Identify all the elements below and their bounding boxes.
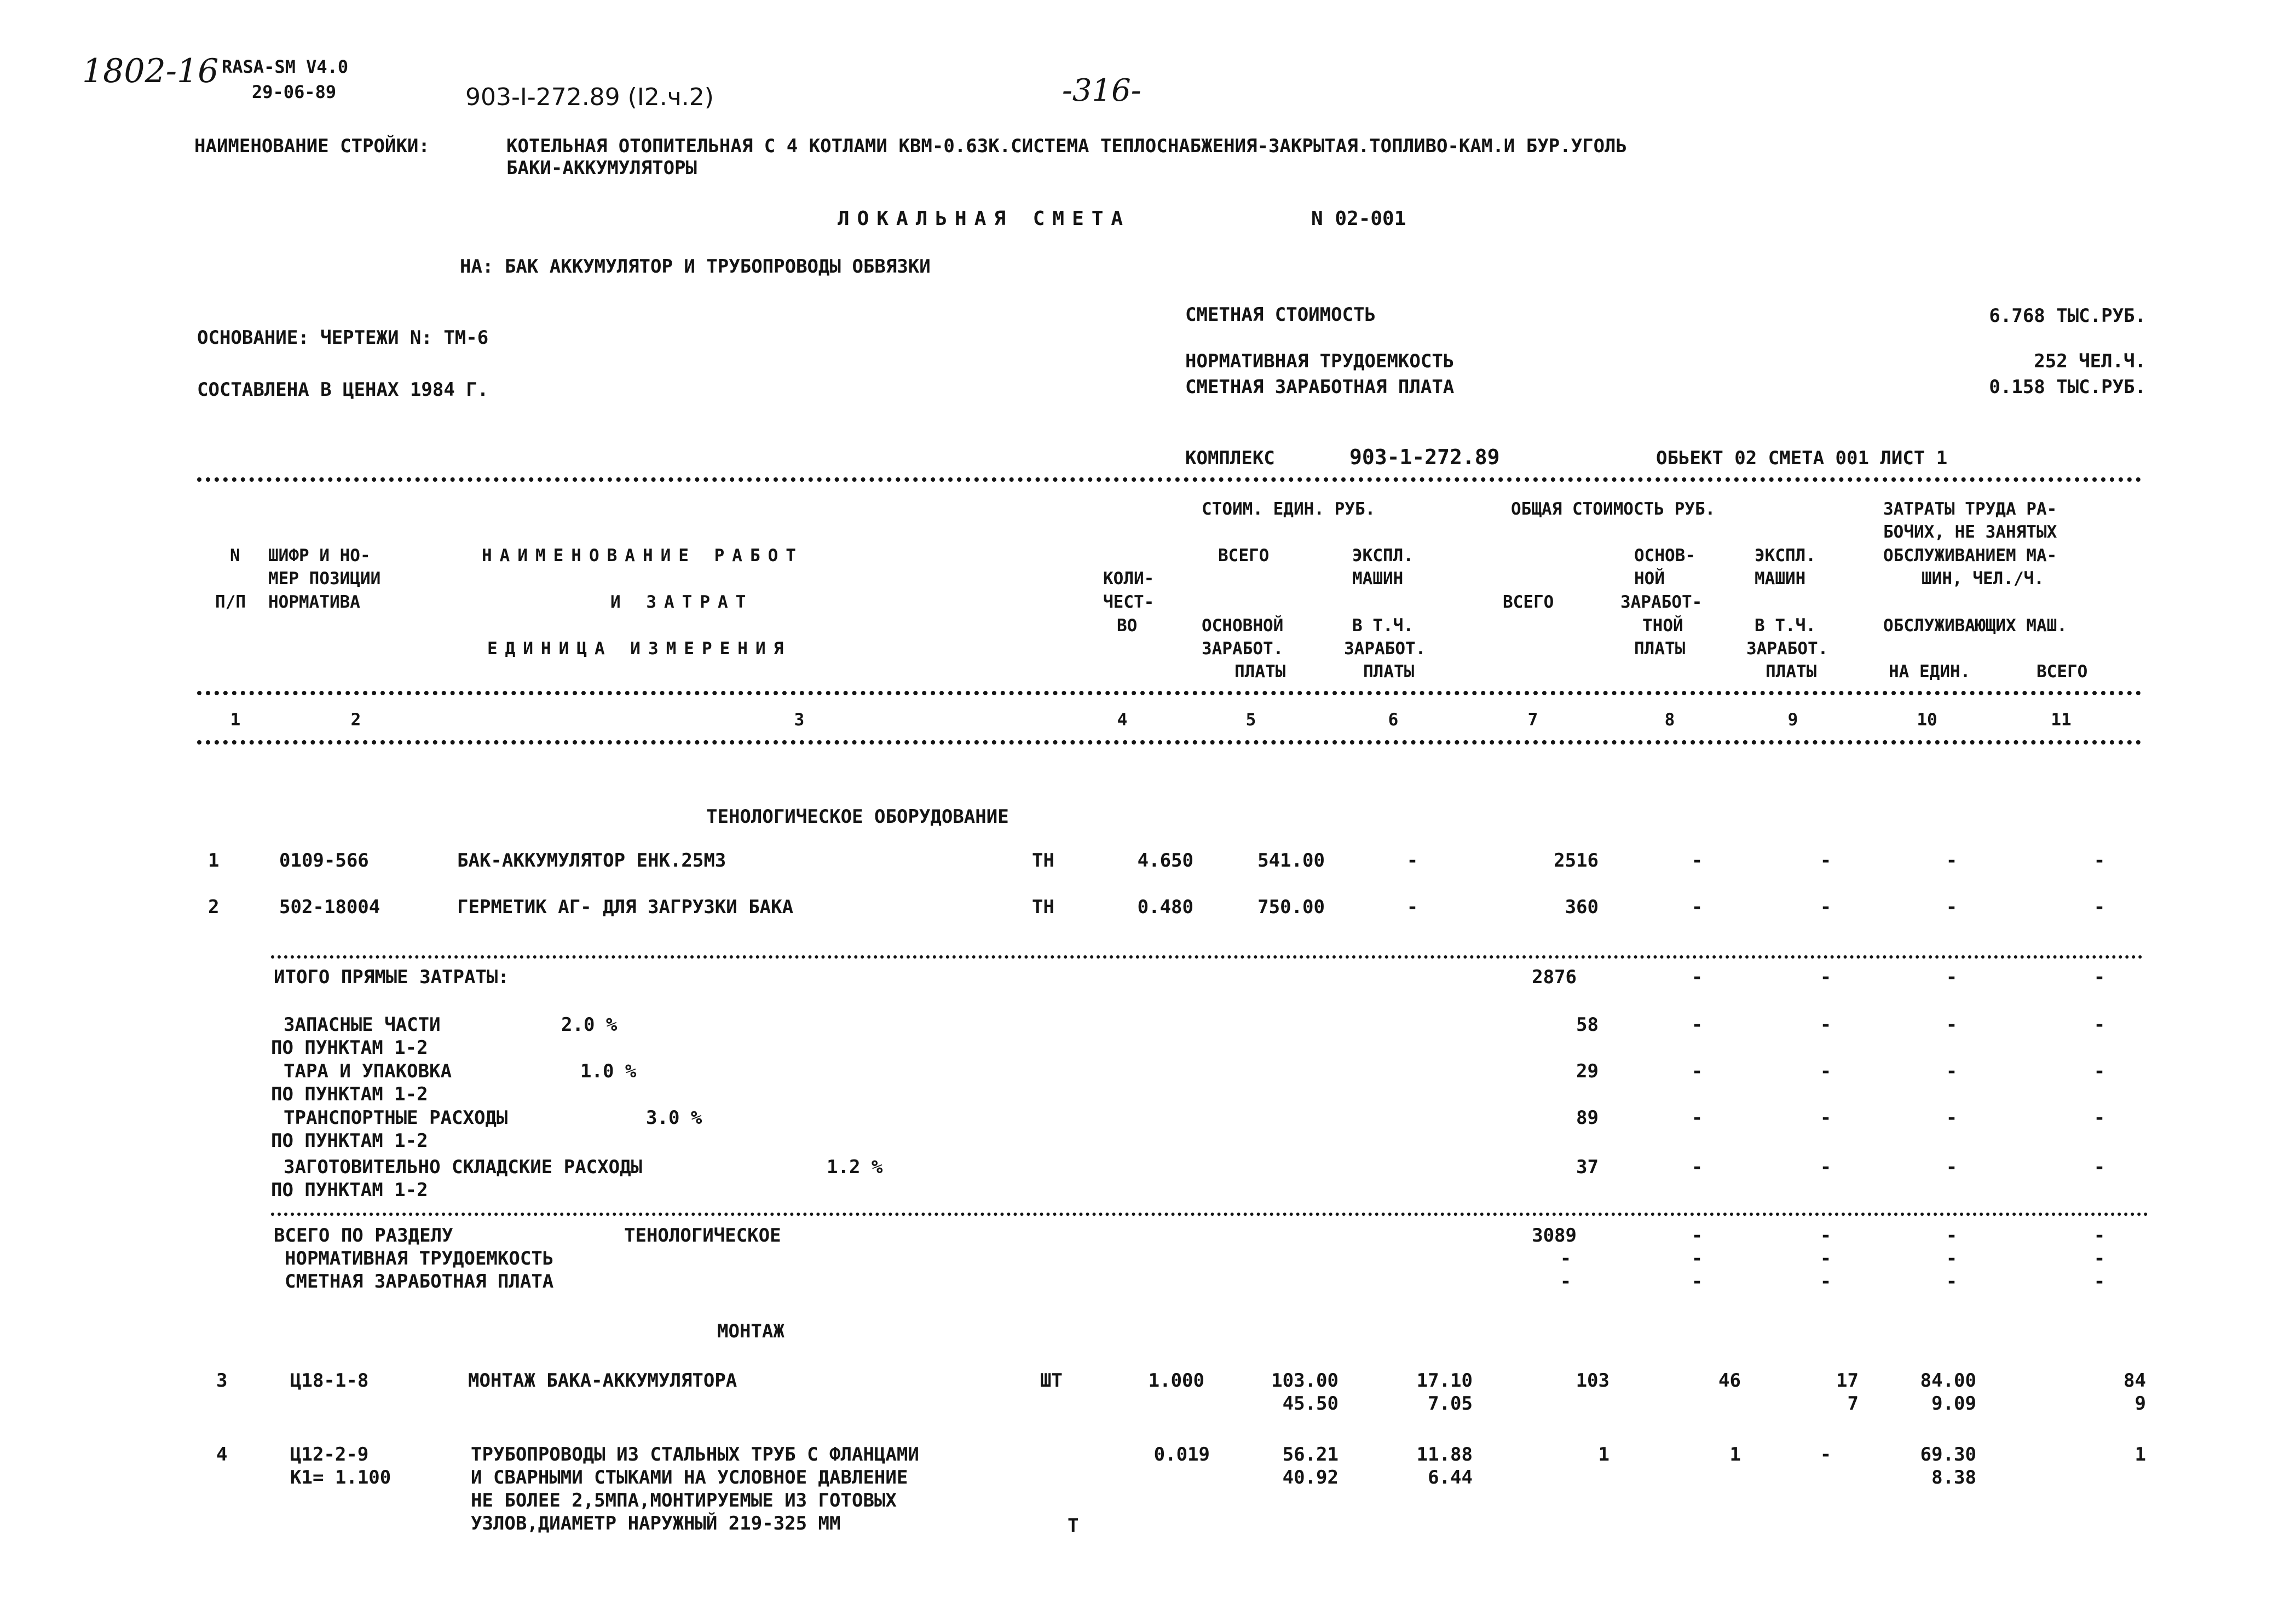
- overhead-col9: -: [1820, 1107, 1832, 1129]
- overhead-col8: -: [1691, 1060, 1703, 1082]
- overhead-col10: -: [1946, 1107, 1958, 1129]
- col-n-label-2: П/П: [215, 592, 246, 612]
- overhead-value: 29: [1576, 1060, 1599, 1082]
- row-unit: ТН: [1032, 850, 1054, 872]
- row-total-machines: -: [1820, 896, 1832, 918]
- project-code: 903-I-272.89 (I2.ч.2): [465, 83, 714, 111]
- col-qty-label-1: КОЛИ-: [1103, 569, 1155, 588]
- direct-costs-total: 2876: [1532, 966, 1577, 988]
- overhead-basis: ПО ПУНКТАМ 1-2: [271, 1179, 428, 1201]
- row-total-wage: 1: [1729, 1444, 1741, 1465]
- row-unit-machines: 17.10: [1416, 1370, 1473, 1392]
- estimate-title: ЛОКАЛЬНАЯ СМЕТА: [838, 207, 1131, 230]
- row-qty: 0.480: [1137, 896, 1193, 918]
- row-unit-price: 541.00: [1257, 850, 1325, 872]
- row-unit-price: 56.21: [1282, 1444, 1339, 1465]
- total-cost-group-label: ОБЩАЯ СТОИМОСТЬ РУБ.: [1511, 499, 1716, 519]
- row-unit: Т: [1068, 1515, 1079, 1537]
- col-number: 6: [1388, 710, 1399, 730]
- unit-wage-label-2: ЗАРАБОТ.: [1202, 639, 1284, 659]
- section-total-dash: -: [1691, 1248, 1703, 1270]
- row-total-wage: -: [1691, 850, 1703, 872]
- construction-name-line1: КОТЕЛЬНАЯ ОТОПИТЕЛЬНАЯ С 4 КОТЛАМИ КВМ-0.63К.СИСТЕМА ТЕПЛОСНАБЖЕНИЯ-ЗАКРЫТАЯ.ТОПЛИВО-КАМ.И БУР.УГОЛЬ: [506, 135, 1627, 157]
- row-name-line4: УЗЛОВ,ДИАМЕТР НАРУЖНЫЙ 219-325 ММ: [471, 1513, 841, 1534]
- col-number: 3: [794, 710, 805, 730]
- unit-incl-label-1: В Т.Ч.: [1352, 616, 1414, 636]
- overhead-label: ЗАПАСНЫЕ ЧАСТИ: [284, 1014, 441, 1036]
- section-title: МОНТАЖ: [717, 1320, 784, 1342]
- row-total-wage: 46: [1718, 1370, 1741, 1392]
- overhead-value: 37: [1576, 1156, 1599, 1178]
- total-wage-label-4: ТНОЙ: [1642, 616, 1683, 636]
- row-labor-unit: 84.00: [1920, 1370, 1976, 1392]
- direct-col11: -: [2093, 966, 2105, 988]
- overhead-col11: -: [2093, 1060, 2105, 1082]
- row-number: 2: [208, 896, 220, 918]
- section-total-dash: -: [1820, 1248, 1832, 1270]
- row-unit: ШТ: [1040, 1370, 1063, 1392]
- basis-drawings: ОСНОВАНИЕ: ЧЕРТЕЖИ N: ТМ-6: [197, 327, 489, 349]
- construction-name-line2: БАКИ-АККУМУЛЯТОРЫ: [506, 157, 697, 179]
- overhead-col11: -: [2093, 1014, 2105, 1036]
- row-total: 103: [1576, 1370, 1609, 1392]
- total-mach-label-1: ЭКСПЛ.: [1755, 546, 1816, 566]
- direct-costs-label: ИТОГО ПРЯМЫЕ ЗАТРАТЫ:: [274, 966, 509, 988]
- row-unit-machines: 11.88: [1416, 1444, 1473, 1465]
- section-total-label: ВСЕГО ПО РАЗДЕЛУ: [274, 1225, 453, 1247]
- estimate-subject: НА: БАК АККУМУЛЯТОР И ТРУБОПРОВОДЫ ОБВЯЗКИ: [460, 256, 931, 278]
- col-code-label-1: ШИФР И НО-: [268, 546, 371, 566]
- section-total-rule: [271, 1213, 2149, 1216]
- row-labor-unit: 69.30: [1920, 1444, 1976, 1465]
- overhead-col10: -: [1946, 1060, 1958, 1082]
- unit-machines-label-2: МАШИН: [1352, 569, 1404, 588]
- header-rule-middle: [197, 691, 2142, 695]
- labor-unit-label: НА ЕДИН.: [1889, 662, 1971, 682]
- section-total-value: 3089: [1532, 1225, 1577, 1247]
- summary-cost-label: СМЕТНАЯ СТОИМОСТЬ: [1185, 304, 1376, 326]
- overhead-basis: ПО ПУНКТАМ 1-2: [271, 1130, 428, 1152]
- overhead-col9: -: [1820, 1060, 1832, 1082]
- row-name: БАК-АККУМУЛЯТОР ЕНК.25М3: [457, 850, 726, 872]
- row-unit-machines-wage: 7.05: [1428, 1393, 1473, 1415]
- program-version: RASA-SM V4.0: [222, 56, 349, 77]
- labor-label-5: ОБСЛУЖИВАЮЩИХ МАШ.: [1883, 616, 2067, 636]
- col-number: 1: [230, 710, 241, 730]
- row-qty: 4.650: [1137, 850, 1193, 872]
- section-title: ТЕНОЛОГИЧЕСКОЕ ОБОРУДОВАНИЕ: [706, 806, 1009, 828]
- total-mach-label-3: В Т.Ч.: [1755, 616, 1816, 636]
- section-total-dash: -: [1946, 1271, 1958, 1293]
- row-unit-price-wage: 45.50: [1282, 1393, 1339, 1415]
- row-total: 360: [1565, 896, 1599, 918]
- col-number: 5: [1245, 710, 1256, 730]
- row-labor-total: -: [2093, 896, 2105, 918]
- section-total-dash: -: [2093, 1225, 2105, 1247]
- col-number: 4: [1117, 710, 1128, 730]
- row-unit-price: 103.00: [1271, 1370, 1339, 1392]
- complex-value: 903-1-272.89: [1349, 445, 1500, 469]
- col-code-label-2: МЕР ПОЗИЦИИ: [268, 569, 381, 588]
- row-total: 1: [1598, 1444, 1609, 1465]
- row-number: 4: [216, 1444, 228, 1465]
- row-code: Ц12-2-9: [290, 1444, 369, 1465]
- total-wage-label-2: НОЙ: [1634, 569, 1665, 588]
- row-unit-price-wage: 40.92: [1282, 1467, 1339, 1488]
- overhead-col8: -: [1691, 1156, 1703, 1178]
- total-all-label: ВСЕГО: [1503, 592, 1554, 612]
- col-name-label-2: И ЗАТРАТ: [610, 592, 754, 612]
- row-total-machines: 17: [1836, 1370, 1859, 1392]
- row-labor-unit: -: [1946, 896, 1958, 918]
- row-total-wage: -: [1691, 896, 1703, 918]
- overhead-label: ЗАГОТОВИТЕЛЬНО СКЛАДСКИЕ РАСХОДЫ: [284, 1156, 643, 1178]
- section-total-dash: -: [1820, 1225, 1832, 1247]
- row-coefficient: К1= 1.100: [290, 1467, 391, 1488]
- overhead-label: ТРАНСПОРТНЫЕ РАСХОДЫ: [284, 1107, 508, 1129]
- col-name-label-1: НАИМЕНОВАНИЕ РАБОТ: [482, 546, 804, 566]
- unit-incl-label-2: ЗАРАБОТ.: [1344, 639, 1426, 659]
- overhead-percent: 1.2 %: [827, 1156, 883, 1178]
- col-number: 8: [1664, 710, 1675, 730]
- total-wage-label-5: ПЛАТЫ: [1634, 639, 1686, 659]
- overhead-col9: -: [1820, 1014, 1832, 1036]
- section-labor-label: НОРМАТИВНАЯ ТРУДОЕМКОСТЬ: [285, 1248, 554, 1270]
- row-total-machines: -: [1820, 1444, 1832, 1465]
- program-date: 29-06-89: [252, 82, 337, 102]
- total-wage-label-3: ЗАРАБОТ-: [1620, 592, 1703, 612]
- row-total-machines: -: [1820, 850, 1832, 872]
- section-total-dash: -: [1946, 1248, 1958, 1270]
- object-sheet-line: ОБЬЕКТ 02 СМЕТА 001 ЛИСТ 1: [1656, 447, 1948, 469]
- handwritten-archive-number: 1802-16: [82, 52, 219, 90]
- col-name-label-3: ЕДИНИЦА ИЗМЕРЕНИЯ: [487, 639, 792, 659]
- row-labor-total-2: 9: [2135, 1393, 2146, 1415]
- row-unit-price: 750.00: [1257, 896, 1325, 918]
- col-number: 2: [350, 710, 361, 730]
- section-total-dash: -: [1691, 1271, 1703, 1293]
- row-number: 3: [216, 1370, 228, 1392]
- col-number: 9: [1787, 710, 1798, 730]
- overhead-basis: ПО ПУНКТАМ 1-2: [271, 1037, 428, 1059]
- section-total-dash: -: [1560, 1271, 1572, 1293]
- overhead-percent: 3.0 %: [646, 1107, 702, 1129]
- summary-cost-value: 6.768 ТЫС.РУБ.: [1989, 305, 2146, 327]
- overhead-col8: -: [1691, 1014, 1703, 1036]
- col-code-label-3: НОРМАТИВА: [268, 592, 360, 612]
- col-qty-label-2: ЧЕСТ-: [1103, 592, 1155, 612]
- row-number: 1: [208, 850, 220, 872]
- subtotal-rule: [271, 955, 2143, 959]
- overhead-basis: ПО ПУНКТАМ 1-2: [271, 1083, 428, 1105]
- row-code: 502-18004: [279, 896, 380, 918]
- row-unit-machines-wage: 6.44: [1428, 1467, 1473, 1488]
- unit-incl-label-3: ПЛАТЫ: [1363, 662, 1415, 682]
- header-rule-bottom: [197, 740, 2142, 745]
- section-total-dash: -: [1560, 1248, 1572, 1270]
- unit-wage-label-1: ОСНОВНОЙ: [1202, 616, 1284, 636]
- overhead-percent: 1.0 %: [580, 1060, 637, 1082]
- overhead-col10: -: [1946, 1156, 1958, 1178]
- overhead-col11: -: [2093, 1156, 2105, 1178]
- total-mach-label-5: ПЛАТЫ: [1766, 662, 1817, 682]
- col-number: 7: [1527, 710, 1538, 730]
- row-name: МОНТАЖ БАКА-АККУМУЛЯТОРА: [468, 1370, 737, 1392]
- overhead-col11: -: [2093, 1107, 2105, 1129]
- row-labor-total: -: [2093, 850, 2105, 872]
- direct-col9: -: [1820, 966, 1832, 988]
- row-labor-unit-2: 8.38: [1931, 1467, 1976, 1488]
- row-unit-machines: -: [1406, 850, 1418, 872]
- row-total: 2516: [1554, 850, 1599, 872]
- direct-col10: -: [1946, 966, 1958, 988]
- row-name: ГЕРМЕТИК АГ- ДЛЯ ЗАГРУЗКИ БАКА: [457, 896, 794, 918]
- col-number: 10: [1917, 710, 1937, 730]
- total-mach-label-2: МАШИН: [1755, 569, 1806, 588]
- section-total-dash: -: [1691, 1225, 1703, 1247]
- total-wage-label-1: ОСНОВ-: [1634, 546, 1695, 566]
- row-total-machines-wage: 7: [1847, 1393, 1859, 1415]
- col-n-label: N: [230, 546, 240, 566]
- row-qty: 0.019: [1153, 1444, 1210, 1465]
- overhead-col9: -: [1820, 1156, 1832, 1178]
- labor-label-4: ШИН, ЧЕЛ./Ч.: [1922, 569, 2044, 588]
- row-labor-unit-2: 9.09: [1931, 1393, 1976, 1415]
- section-total-dash: -: [2093, 1248, 2105, 1270]
- labor-total-label: ВСЕГО: [2037, 662, 2088, 682]
- section-total-dash: -: [1946, 1225, 1958, 1247]
- row-labor-unit: -: [1946, 850, 1958, 872]
- summary-wage-value: 0.158 ТЫС.РУБ.: [1989, 376, 2146, 398]
- overhead-percent: 2.0 %: [561, 1014, 618, 1036]
- row-unit-machines: -: [1406, 896, 1418, 918]
- direct-col8: -: [1691, 966, 1703, 988]
- col-qty-label-3: ВО: [1117, 616, 1138, 636]
- row-labor-total: 1: [2135, 1444, 2146, 1465]
- row-name-line2: И СВАРНЫМИ СТЫКАМИ НА УСЛОВНОЕ ДАВЛЕНИЕ: [471, 1467, 908, 1488]
- page-number: -316-: [1062, 73, 1141, 108]
- row-name-line3: НЕ БОЛЕЕ 2,5МПА,МОНТИРУЕМЫЕ ИЗ ГОТОВЫХ: [471, 1490, 897, 1511]
- col-number: 11: [2051, 710, 2072, 730]
- unit-machines-label-1: ЭКСПЛ.: [1352, 546, 1414, 566]
- header-rule-top: [197, 477, 2142, 482]
- unit-total-label: ВСЕГО: [1218, 546, 1270, 566]
- row-code: Ц18-1-8: [290, 1370, 369, 1392]
- unit-wage-label-3: ПЛАТЫ: [1234, 662, 1286, 682]
- construction-label: НАИМЕНОВАНИЕ СТРОЙКИ:: [194, 135, 430, 157]
- labor-label-3: ОБСЛУЖИВАНИЕМ МА-: [1883, 546, 2057, 566]
- overhead-col10: -: [1946, 1014, 1958, 1036]
- section-total-dash: -: [2093, 1271, 2105, 1293]
- overhead-col8: -: [1691, 1107, 1703, 1129]
- summary-labor-value: 252 ЧЕЛ.Ч.: [2034, 350, 2146, 372]
- row-labor-total: 84: [2124, 1370, 2146, 1392]
- complex-label: КОМПЛЕКС: [1185, 447, 1275, 469]
- unit-cost-group-label: СТОИМ. ЕДИН. РУБ.: [1202, 499, 1376, 519]
- section-wage-label: СМЕТНАЯ ЗАРАБОТНАЯ ПЛАТА: [285, 1271, 554, 1293]
- row-name-line1: ТРУБОПРОВОДЫ ИЗ СТАЛЬНЫХ ТРУБ С ФЛАНЦАМИ: [471, 1444, 919, 1465]
- overhead-value: 58: [1576, 1014, 1599, 1036]
- row-qty: 1.000: [1148, 1370, 1204, 1392]
- row-code: 0109-566: [279, 850, 369, 872]
- section-total-dash: -: [1820, 1271, 1832, 1293]
- summary-wage-label: СМЕТНАЯ ЗАРАБОТНАЯ ПЛАТА: [1185, 376, 1455, 398]
- overhead-label: ТАРА И УПАКОВКА: [284, 1060, 452, 1082]
- row-unit: ТН: [1032, 896, 1054, 918]
- summary-labor-label: НОРМАТИВНАЯ ТРУДОЕМКОСТЬ: [1185, 350, 1455, 372]
- section-total-name: ТЕНОЛОГИЧЕСКОЕ: [624, 1225, 781, 1247]
- basis-prices: СОСТАВЛЕНА В ЦЕНАХ 1984 Г.: [197, 379, 489, 401]
- overhead-value: 89: [1576, 1107, 1599, 1129]
- total-mach-label-4: ЗАРАБОТ.: [1746, 639, 1828, 659]
- labor-label-2: БОЧИХ, НЕ ЗАНЯТЫХ: [1883, 522, 2057, 542]
- labor-label-1: ЗАТРАТЫ ТРУДА РА-: [1883, 499, 2057, 519]
- estimate-number: N 02-001: [1311, 207, 1406, 230]
